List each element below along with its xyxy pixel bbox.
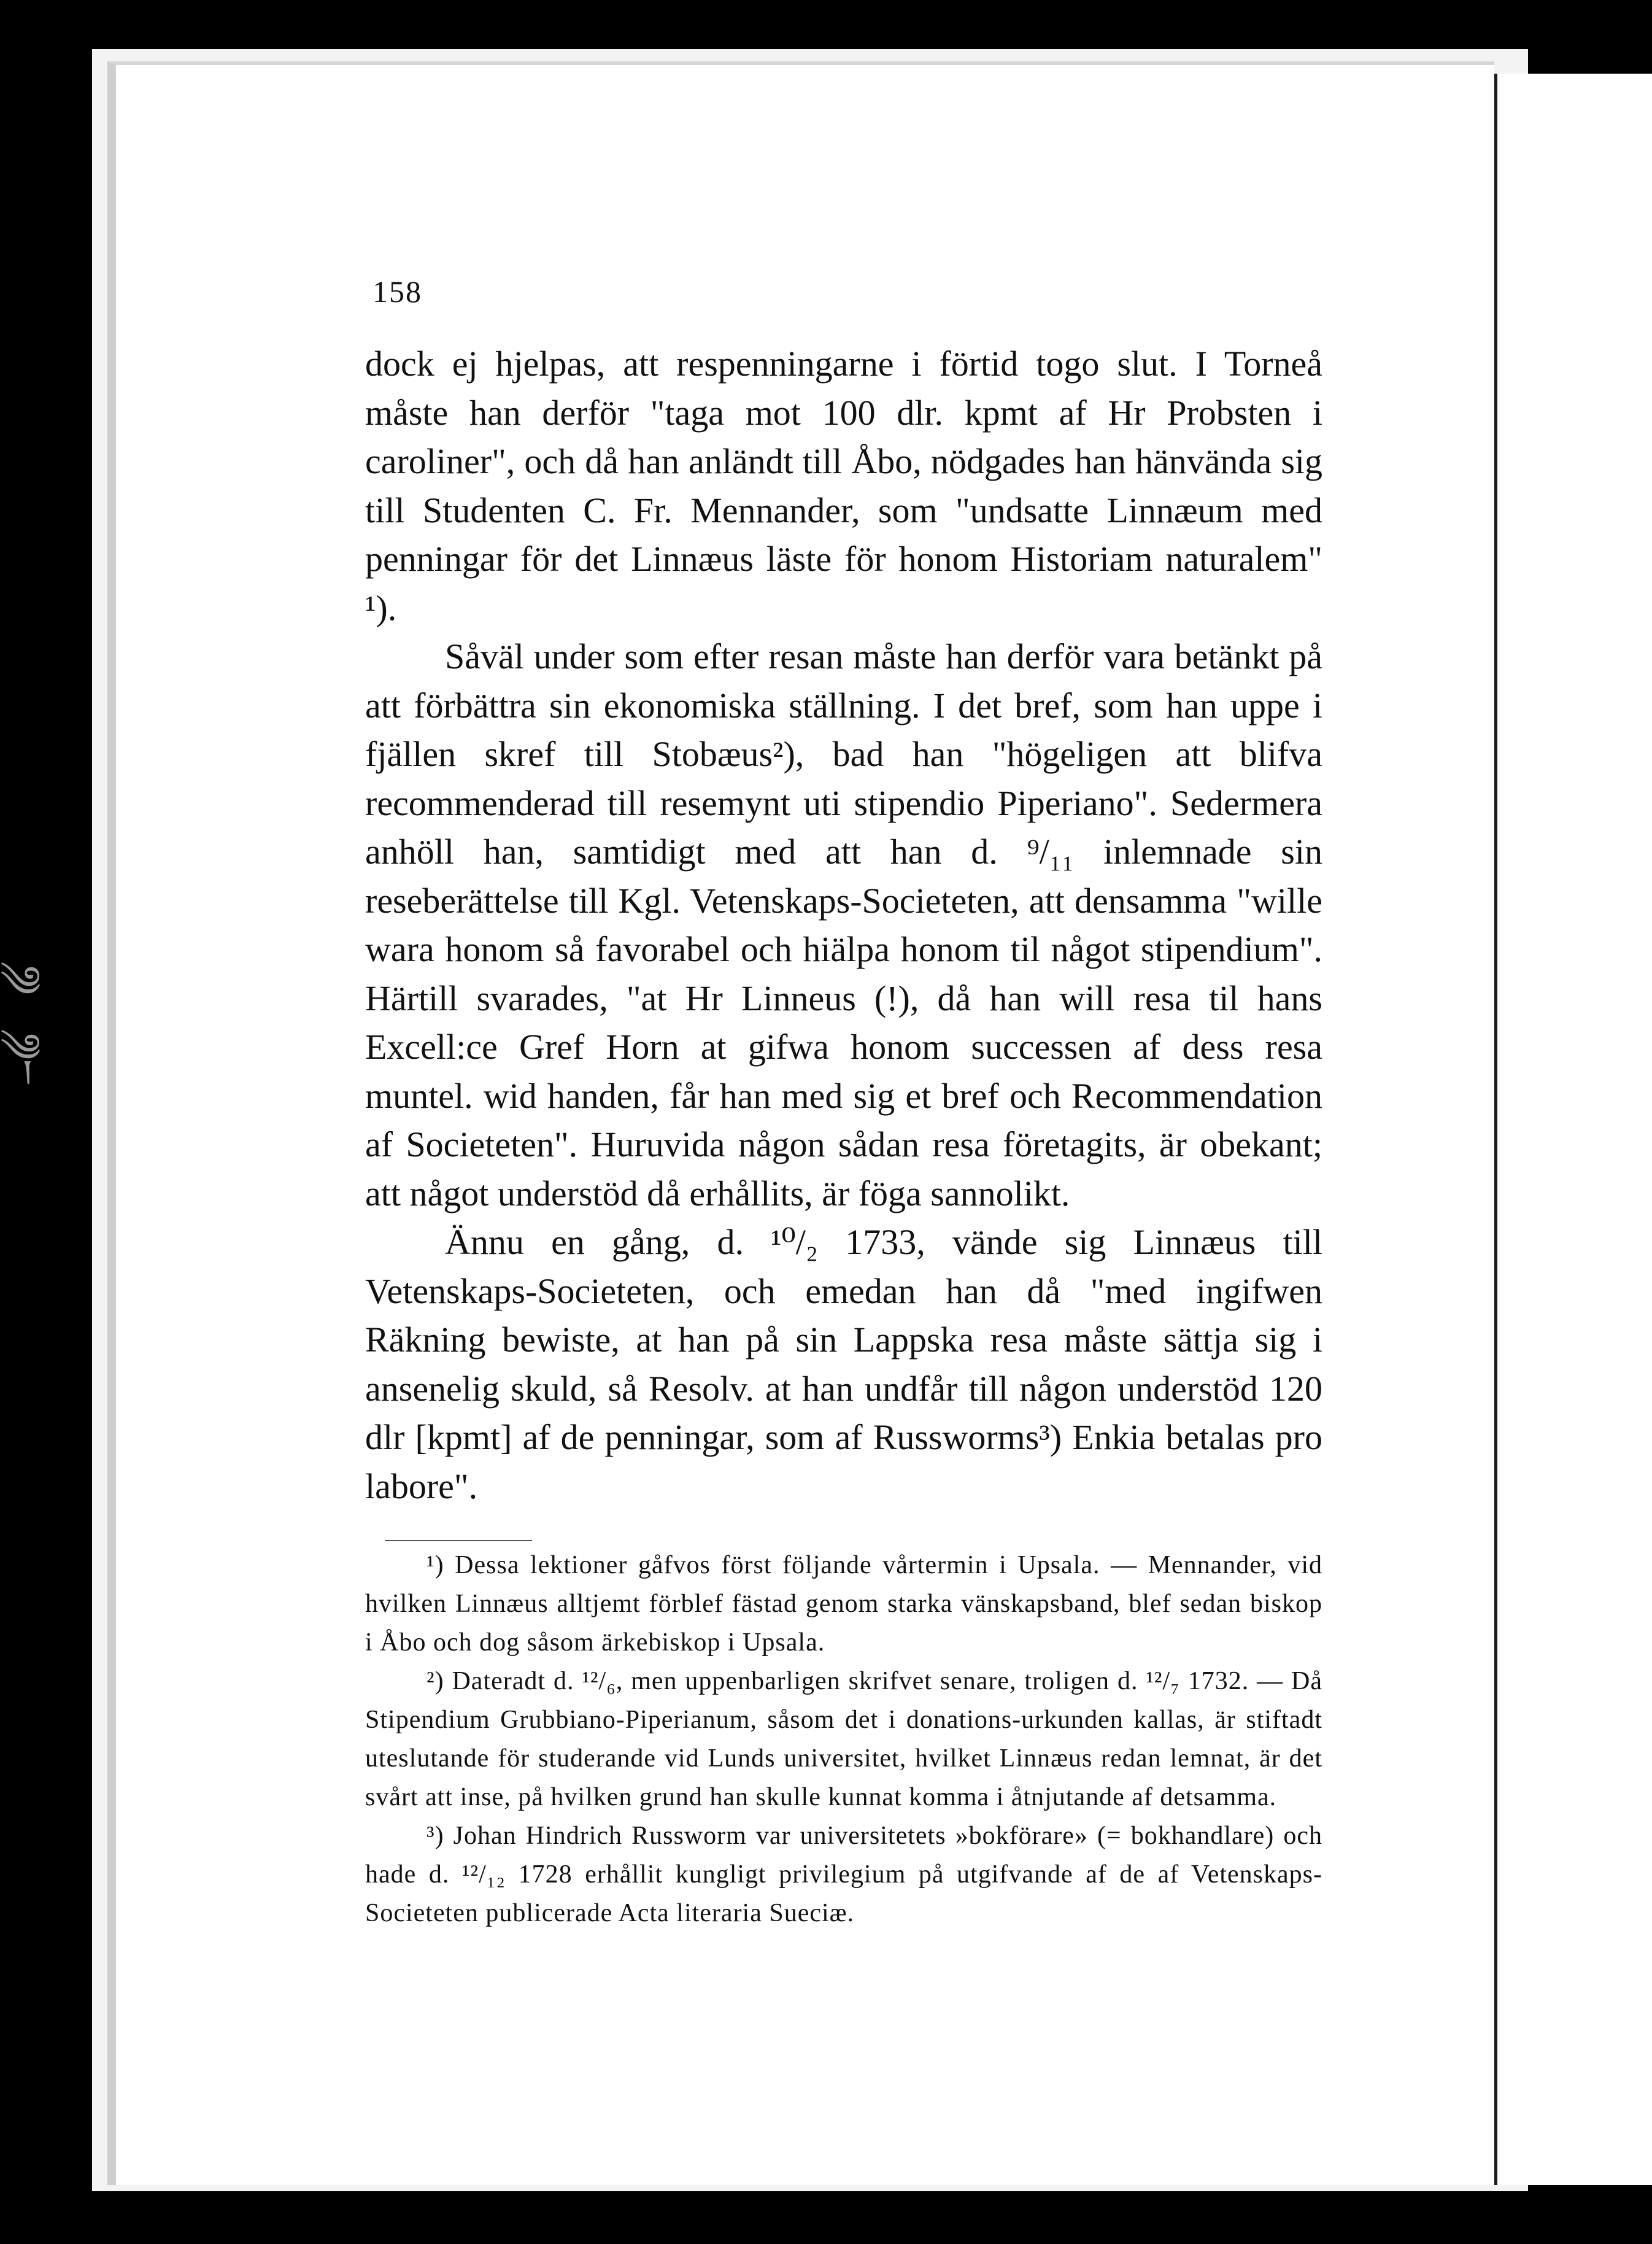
body-paragraph-1: dock ej hjelpas, att respenningarne i förtid togo slut. I Torneå måste han derför "taga mot 100 dlr. kpmt af Hr Probsten i caroliner", och då han anländt till Åbo, nödgades han hänvända sig till Studenten C. Fr. Mennander, som "undsatte Linnæum med penningar för det Linnæus läste för honom Historiam naturalem" ¹). — [365, 344, 1322, 628]
next-page-edge — [1491, 74, 1652, 2185]
footnote-separator — [385, 1540, 532, 1541]
body-text — [365, 339, 1322, 1511]
body-paragraph-3: Ännu en gång, d. ¹⁰/₂ 1733, vände sig Linnæus till Vetenskaps-Societeten, och emedan han då "med ingifwen Räkning bewiste, at han på sin Lappska resa måste sättja sig i ansenelig skuld, så Resolv. at han undfår till någon understöd 120 dlr [kpmt] af de penningar, som af Russworms³) Enkia betalas pro labore". — [365, 1222, 1322, 1506]
footnote-1: ¹) Dessa lektioner gåfvos först följande vårtermin i Upsala. — Mennander, vid hvilken Linnæus alltjemt förblef fästad genom starka vänskapsband, blef sedan biskop i Åbo och dog såsom ärkebiskop i Upsala. — [365, 1551, 1322, 1657]
body-paragraph-2: Såväl under som efter resan måste han derför vara betänkt på att förbättra sin ekonomiska ställning. I det bref, som han uppe i fjällen skref till Stobæus²), bad han "högeligen att blifva recommenderad till resemynt uti stipendio Piperiano". Sedermera anhöll han, samtidigt med att han d. ⁹/₁₁ inlemnade sin reseberättelse till Kgl. Vetenskaps-Societeten, att densamma "wille wara honom så favorabel och hiälpa honom til något stipendium". Härtill svarades, "at Hr Linneus (!), då han will resa til hans Excell:ce Gref Horn at gifwa honom successen af dess resa muntel. wid handen, får han med sig et bref och Recommendation af Societeten". Huruvida någon sådan resa företagits, är obekant; att något understöd då erhållits, är föga sannolikt. — [365, 636, 1322, 1213]
page-number: 158 — [372, 274, 422, 309]
footnotes — [365, 1546, 1322, 1933]
margin-ink-mark: ༄ ༆ — [0, 957, 37, 1075]
footnote-2: ²) Dateradt d. ¹²/₆, men uppenbarligen skrifvet senare, troligen d. ¹²/₇ 1732. — Då Stipendium Grubbiano-Piperianum, såsom det i donations-urkunden kallas, är stiftadt uteslutande för studerande vid Lunds universitet, hvilket Linnæus redan lemnat, är det svårt att inse, på hvilken grund han skulle kunnat komma i åtnjutande af detsamma. — [365, 1667, 1322, 1811]
page-content — [365, 273, 1322, 1933]
footnote-3: ³) Johan Hindrich Russworm var universitetets »bokförare» (= bokhandlare) och hade d. ¹²/₁₂ 1728 erhållit kungligt privilegium på utgifvande af de af Vetenskaps-Societeten publicerade Acta literaria Sueciæ. — [365, 1822, 1322, 1927]
